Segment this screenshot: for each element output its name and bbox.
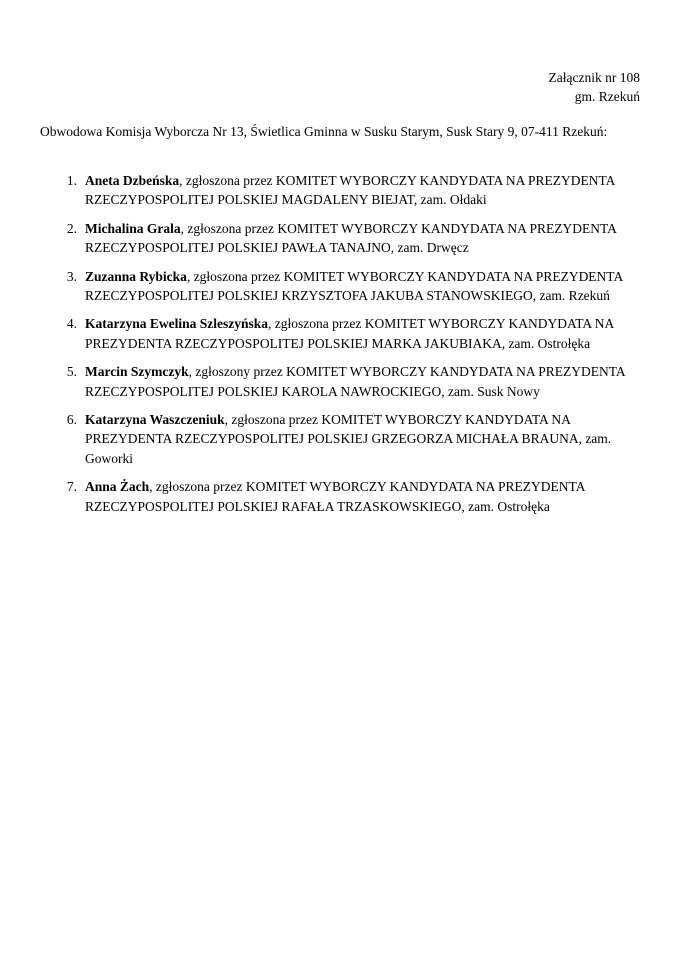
list-item-number: 4. (66, 316, 77, 332)
document-header (40, 68, 640, 106)
list-item (40, 219, 644, 258)
list-item-number: 3. (66, 268, 77, 284)
commission-member-list (40, 171, 644, 525)
list-item (40, 477, 644, 516)
member-details: , zgłoszona przez KOMITET WYBORCZY KANDYDATA NA PREZYDENTA RZECZYPOSPOLITEJ POLSKIEJ PAWŁA TANAJNO, zam. Drwęcz (85, 220, 617, 256)
member-details: , zgłoszona przez KOMITET WYBORCZY KANDYDATA NA PREZYDENTA RZECZYPOSPOLITEJ POLSKIEJ MAGDALENY BIEJAT, zam. Ołdaki (85, 173, 615, 208)
member-name: Katarzyna Ewelina Szleszyńska (85, 316, 269, 332)
list-item-number: 1. (66, 173, 77, 188)
member-name: Anna Żach (85, 479, 150, 495)
member-name: Aneta Dzbeńska (85, 173, 180, 188)
member-details: , zgłoszona przez KOMITET WYBORCZY KANDYDATA NA PREZYDENTA RZECZYPOSPOLITEJ POLSKIEJ KRZYSZTOFA JAKUBA STANOWSKIEGO, zam. Rzekuń (85, 268, 623, 304)
list-item-number: 6. (66, 412, 77, 428)
member-name: Marcin Szymczyk (85, 364, 189, 380)
member-name: Michalina Grala (85, 220, 181, 236)
list-item (40, 267, 644, 306)
member-name: Katarzyna Waszczeniuk (85, 412, 225, 428)
member-details: , zgłoszona przez KOMITET WYBORCZY KANDYDATA NA PREZYDENTA RZECZYPOSPOLITEJ POLSKIEJ MARKA JAKUBIAKA, zam. Ostrołęka (85, 316, 614, 351)
member-name: Zuzanna Rybicka (85, 268, 187, 284)
municipality-label: gm. Rzekuń (574, 89, 640, 104)
attachment-number-label: Załącznik nr 108 (548, 70, 640, 85)
list-item (40, 314, 644, 353)
commission-intro-line: Obwodowa Komisja Wyborcza Nr 13, Świetlica Gminna w Susku Starym, Susk Stary 9, 07-411 Rzekuń: (40, 124, 608, 139)
member-details: , zgłoszony przez KOMITET WYBORCZY KANDYDATA NA PREZYDENTA RZECZYPOSPOLITEJ POLSKIEJ KAROLA NAWROCKIEGO, zam. Susk Nowy (85, 364, 625, 399)
list-item (40, 171, 644, 210)
list-item (40, 362, 644, 401)
list-item-number: 7. (66, 479, 77, 495)
member-details: , zgłoszona przez KOMITET WYBORCZY KANDYDATA NA PREZYDENTA RZECZYPOSPOLITEJ POLSKIEJ RAFAŁA TRZASKOWSKIEGO, zam. Ostrołęka (85, 479, 585, 514)
list-item (40, 410, 644, 468)
list-item-number: 5. (66, 364, 77, 380)
member-details: , zgłoszona przez KOMITET WYBORCZY KANDYDATA NA PREZYDENTA RZECZYPOSPOLITEJ POLSKIEJ GRZEGORZA MICHAŁA BRAUNA, zam. Goworki (85, 412, 612, 466)
list-item-number: 2. (66, 220, 77, 236)
